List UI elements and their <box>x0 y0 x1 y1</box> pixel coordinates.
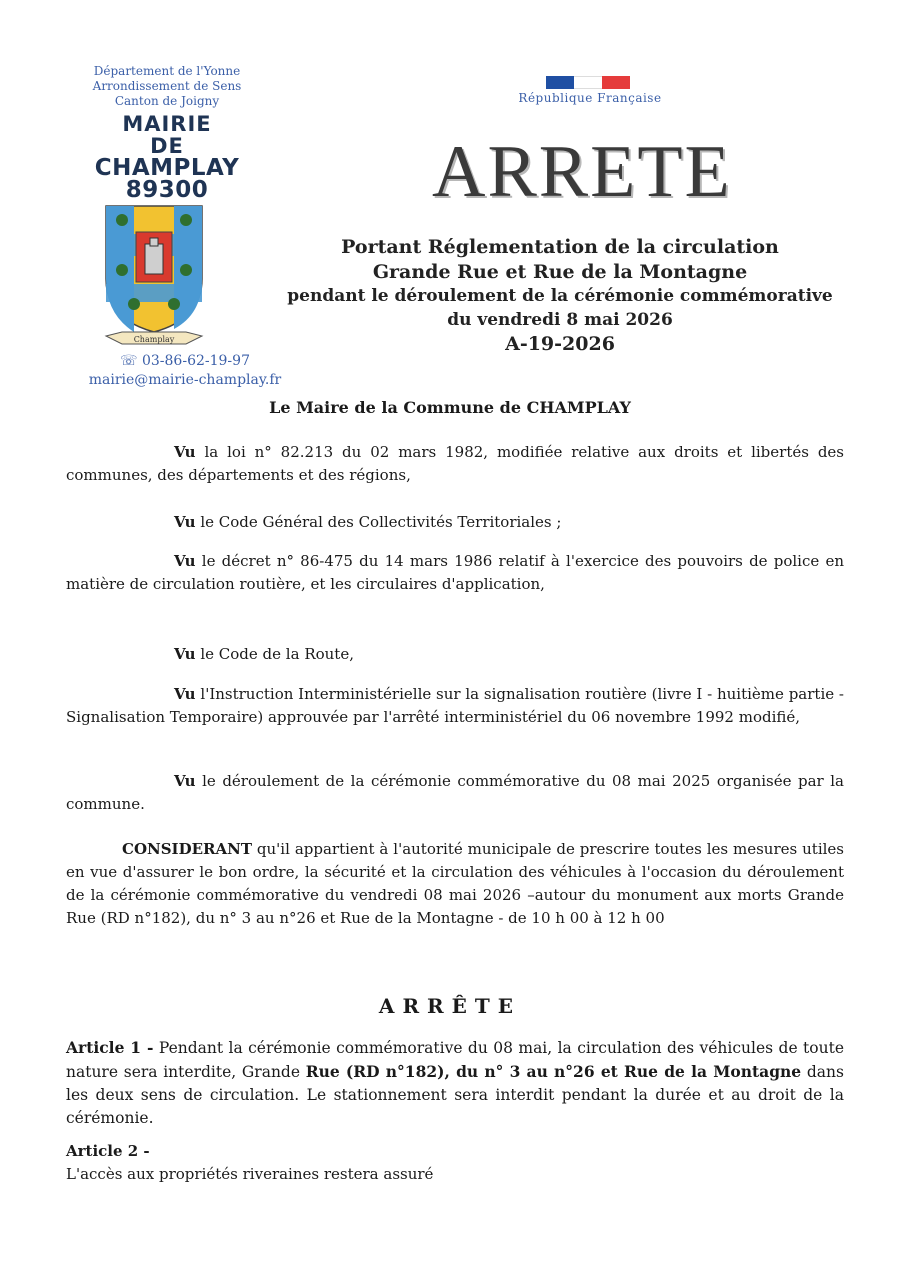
subject-line-4: du vendredi 8 mai 2026 <box>447 310 673 330</box>
article-2-label: Article 2 - <box>66 1142 150 1160</box>
postal-code: 89300 <box>125 177 209 203</box>
vu-label: Vu <box>174 685 196 703</box>
article-1-label: Article 1 - <box>66 1038 154 1057</box>
vu-label: Vu <box>174 552 196 570</box>
article-1-bold: Rue (RD n°182), du n° 3 au n°26 et Rue de la Montagne <box>305 1062 802 1081</box>
republique-francaise: République Française <box>518 91 662 105</box>
arrete-heading: ARRÊTE <box>378 994 522 1018</box>
mairie-word: MAIRIE <box>122 112 212 136</box>
mairie-header <box>52 64 282 201</box>
vu-label: Vu <box>174 513 196 531</box>
visa-1 <box>66 441 844 487</box>
visa-text: le décret n° 86-475 du 14 mars 1986 relatif à l'exercice des pouvoirs de police en matière de circulation routière, et les circulaires d'application, <box>66 552 844 593</box>
phone-number: 03-86-62-19-97 <box>141 353 250 369</box>
coat-of-arms-icon <box>104 204 204 349</box>
vu-label: Vu <box>174 645 196 663</box>
subject-line-1: Portant Réglementation de la circulation <box>341 236 779 258</box>
article-1-text-b: dans les deux sens de circulation. Le stationnement sera interdit pendant la durée et au droit de la cérémonie. <box>66 1063 844 1127</box>
considerant-label: CONSIDERANT <box>122 840 252 858</box>
visa-3 <box>66 550 844 596</box>
article-2-text: L'accès aux propriétés riveraines restera assuré <box>66 1165 434 1183</box>
visa-6 <box>66 770 844 816</box>
phone-icon: ☏ <box>120 353 138 369</box>
department-line: Département de l'Yonne <box>93 64 241 78</box>
visa-text: le Code Général des Collectivités Territoriales ; <box>195 513 562 531</box>
article-1 <box>66 1036 844 1130</box>
coat-scroll-text: Champlay <box>133 335 175 344</box>
visa-text: l'Instruction Interministérielle sur la signalisation routière (livre I - huitième partie - Signalisation Temporaire) approuvée par l'arrêté interministériel du 06 novembre 1992 modifié, <box>66 685 844 726</box>
email-address: mairie@mairie-champlay.fr <box>88 372 282 388</box>
maire-line: Le Maire de la Commune de CHAMPLAY <box>269 398 631 417</box>
french-flag-icon <box>546 76 630 89</box>
visa-2 <box>66 511 844 534</box>
visa-4 <box>66 643 844 666</box>
canton-line: Canton de Joigny <box>114 94 220 108</box>
subject-line-3: pendant le déroulement de la cérémonie commémorative <box>287 286 833 306</box>
commune-name: CHAMPLAY <box>94 155 240 181</box>
visa-text: la loi n° 82.213 du 02 mars 1982, modifiée relative aux droits et libertés des communes, des départements et des régions, <box>66 443 844 484</box>
visa-5 <box>66 683 844 729</box>
contact-block <box>60 352 310 390</box>
reference-number: A-19-2026 <box>505 333 615 355</box>
visa-text: le déroulement de la cérémonie commémorative du 08 mai 2025 organisée par la commune. <box>66 772 844 813</box>
vu-label: Vu <box>174 772 196 790</box>
document-title: ARRETE <box>432 131 732 213</box>
considerant-paragraph <box>66 838 844 930</box>
subject-line-2: Grande Rue et Rue de la Montagne <box>372 261 748 283</box>
subject-block <box>250 235 870 357</box>
article-1-text-a: Pendant la cérémonie commémorative du 08 mai, la circulation des véhicules de toute nature sera interdite, Grande <box>66 1039 844 1081</box>
article-2 <box>66 1140 844 1186</box>
considerant-text: qu'il appartient à l'autorité municipale de prescrire toutes les mesures utiles en vue d'assurer le bon ordre, la sécurité et la circulation des véhicules à l'occasion du déroulement de la cérémonie commémorative du vendredi 08 mai 2026 –autour du monument aux morts Grande Rue (RD n°182), du n° 3 au n°26 et Rue de la Montagne - de 10 h 00 à 12 h 00 <box>66 840 844 927</box>
visa-text: le Code de la Route, <box>195 645 354 663</box>
de-word: DE <box>150 134 184 158</box>
vu-label: Vu <box>174 443 196 461</box>
arrondissement-line: Arrondissement de Sens <box>92 79 242 93</box>
